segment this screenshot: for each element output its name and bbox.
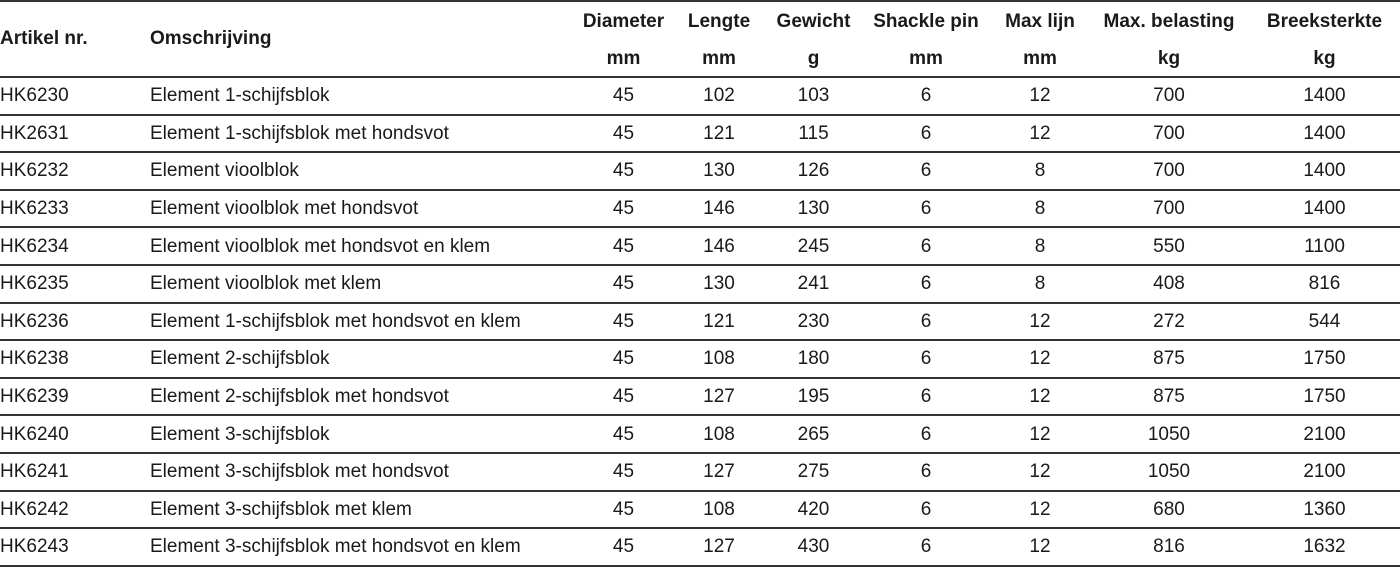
cell-omschrijving: Element 1-schijfsblok met hondsvot: [150, 115, 575, 153]
cell-shackle-pin: 6: [861, 303, 991, 341]
cell-max-belasting: 875: [1089, 378, 1249, 416]
cell-gewicht: 275: [766, 453, 861, 491]
cell-gewicht: 103: [766, 77, 861, 115]
cell-diameter: 45: [575, 415, 672, 453]
cell-max-belasting: 1050: [1089, 415, 1249, 453]
cell-omschrijving: Element vioolblok met hondsvot en klem: [150, 227, 575, 265]
cell-max-lijn: 12: [991, 528, 1089, 566]
cell-gewicht: 115: [766, 115, 861, 153]
cell-max-lijn: 12: [991, 77, 1089, 115]
cell-breeksterkte: 1400: [1249, 152, 1400, 190]
unit-max-belasting: kg: [1089, 42, 1249, 77]
header-shackle-pin: Shackle pin: [861, 1, 991, 42]
cell-max-lijn: 8: [991, 152, 1089, 190]
cell-lengte: 127: [672, 528, 766, 566]
cell-max-lijn: 8: [991, 190, 1089, 228]
cell-max-belasting: 408: [1089, 265, 1249, 303]
header-max-lijn: Max lijn: [991, 1, 1089, 42]
unit-diameter: mm: [575, 42, 672, 77]
cell-shackle-pin: 6: [861, 528, 991, 566]
cell-breeksterkte: 816: [1249, 265, 1400, 303]
cell-diameter: 45: [575, 303, 672, 341]
cell-omschrijving: Element 3-schijfsblok met hondsvot en klem: [150, 528, 575, 566]
header-gewicht: Gewicht: [766, 1, 861, 42]
table-row: [0, 115, 1400, 153]
cell-gewicht: 130: [766, 190, 861, 228]
cell-max-lijn: 12: [991, 491, 1089, 529]
table-row: [0, 491, 1400, 529]
cell-diameter: 45: [575, 265, 672, 303]
cell-max-belasting: 875: [1089, 340, 1249, 378]
cell-max-lijn: 12: [991, 303, 1089, 341]
cell-shackle-pin: 6: [861, 491, 991, 529]
cell-omschrijving: Element 1-schijfsblok met hondsvot en klem: [150, 303, 575, 341]
table-row: [0, 152, 1400, 190]
cell-diameter: 45: [575, 77, 672, 115]
cell-shackle-pin: 6: [861, 190, 991, 228]
table-row: [0, 340, 1400, 378]
table-row: [0, 190, 1400, 228]
cell-diameter: 45: [575, 115, 672, 153]
table-row: [0, 265, 1400, 303]
cell-diameter: 45: [575, 378, 672, 416]
cell-omschrijving: Element 3-schijfsblok met hondsvot: [150, 453, 575, 491]
cell-breeksterkte: 1100: [1249, 227, 1400, 265]
cell-artikel: HK6241: [0, 453, 150, 491]
table-row: [0, 415, 1400, 453]
cell-gewicht: 241: [766, 265, 861, 303]
cell-max-lijn: 12: [991, 115, 1089, 153]
cell-max-belasting: 680: [1089, 491, 1249, 529]
cell-lengte: 121: [672, 115, 766, 153]
cell-lengte: 127: [672, 378, 766, 416]
cell-shackle-pin: 6: [861, 340, 991, 378]
cell-breeksterkte: 544: [1249, 303, 1400, 341]
cell-diameter: 45: [575, 453, 672, 491]
cell-omschrijving: Element 3-schijfsblok: [150, 415, 575, 453]
table-row: [0, 303, 1400, 341]
header-row: [0, 1, 1400, 42]
cell-max-lijn: 8: [991, 265, 1089, 303]
cell-max-belasting: 700: [1089, 190, 1249, 228]
cell-artikel: HK6242: [0, 491, 150, 529]
cell-shackle-pin: 6: [861, 77, 991, 115]
cell-max-belasting: 700: [1089, 115, 1249, 153]
cell-breeksterkte: 1400: [1249, 190, 1400, 228]
cell-max-belasting: 272: [1089, 303, 1249, 341]
cell-shackle-pin: 6: [861, 415, 991, 453]
cell-breeksterkte: 1360: [1249, 491, 1400, 529]
cell-gewicht: 430: [766, 528, 861, 566]
cell-shackle-pin: 6: [861, 378, 991, 416]
cell-omschrijving: Element 2-schijfsblok met hondsvot: [150, 378, 575, 416]
cell-lengte: 102: [672, 77, 766, 115]
cell-max-lijn: 12: [991, 378, 1089, 416]
unit-gewicht: g: [766, 42, 861, 77]
cell-max-belasting: 1050: [1089, 453, 1249, 491]
unit-max-lijn: mm: [991, 42, 1089, 77]
cell-breeksterkte: 2100: [1249, 415, 1400, 453]
cell-shackle-pin: 6: [861, 265, 991, 303]
cell-omschrijving: Element 1-schijfsblok: [150, 77, 575, 115]
cell-lengte: 130: [672, 265, 766, 303]
cell-diameter: 45: [575, 491, 672, 529]
cell-lengte: 130: [672, 152, 766, 190]
table-row: [0, 453, 1400, 491]
cell-lengte: 108: [672, 340, 766, 378]
cell-gewicht: 245: [766, 227, 861, 265]
cell-max-belasting: 700: [1089, 152, 1249, 190]
cell-artikel: HK2631: [0, 115, 150, 153]
cell-breeksterkte: 1750: [1249, 378, 1400, 416]
cell-diameter: 45: [575, 152, 672, 190]
cell-gewicht: 230: [766, 303, 861, 341]
cell-gewicht: 195: [766, 378, 861, 416]
table-row: [0, 378, 1400, 416]
cell-artikel: HK6230: [0, 77, 150, 115]
cell-artikel: HK6234: [0, 227, 150, 265]
cell-max-belasting: 700: [1089, 77, 1249, 115]
cell-lengte: 121: [672, 303, 766, 341]
cell-max-lijn: 12: [991, 415, 1089, 453]
table-body: [0, 77, 1400, 566]
header-lengte: Lengte: [672, 1, 766, 42]
cell-diameter: 45: [575, 528, 672, 566]
header-breeksterkte: Breeksterkte: [1249, 1, 1400, 42]
cell-max-lijn: 8: [991, 227, 1089, 265]
cell-breeksterkte: 1750: [1249, 340, 1400, 378]
cell-gewicht: 265: [766, 415, 861, 453]
cell-gewicht: 180: [766, 340, 861, 378]
cell-breeksterkte: 1400: [1249, 77, 1400, 115]
cell-breeksterkte: 1400: [1249, 115, 1400, 153]
cell-max-belasting: 816: [1089, 528, 1249, 566]
cell-shackle-pin: 6: [861, 227, 991, 265]
unit-shackle-pin: mm: [861, 42, 991, 77]
cell-lengte: 108: [672, 491, 766, 529]
header-max-belasting: Max. belasting: [1089, 1, 1249, 42]
cell-omschrijving: Element vioolblok met klem: [150, 265, 575, 303]
cell-omschrijving: Element vioolblok met hondsvot: [150, 190, 575, 228]
cell-shackle-pin: 6: [861, 115, 991, 153]
cell-lengte: 108: [672, 415, 766, 453]
cell-breeksterkte: 2100: [1249, 453, 1400, 491]
cell-artikel: HK6243: [0, 528, 150, 566]
cell-gewicht: 420: [766, 491, 861, 529]
cell-shackle-pin: 6: [861, 453, 991, 491]
cell-lengte: 127: [672, 453, 766, 491]
cell-gewicht: 126: [766, 152, 861, 190]
cell-artikel: HK6233: [0, 190, 150, 228]
table-header: [0, 1, 1400, 77]
cell-artikel: HK6236: [0, 303, 150, 341]
cell-shackle-pin: 6: [861, 152, 991, 190]
header-diameter: Diameter: [575, 1, 672, 42]
table-row: [0, 227, 1400, 265]
cell-diameter: 45: [575, 190, 672, 228]
header-omschrijving: Omschrijving: [150, 1, 575, 77]
table-row: [0, 77, 1400, 115]
cell-omschrijving: Element vioolblok: [150, 152, 575, 190]
unit-breeksterkte: kg: [1249, 42, 1400, 77]
table-row: [0, 528, 1400, 566]
cell-artikel: HK6239: [0, 378, 150, 416]
cell-max-lijn: 12: [991, 453, 1089, 491]
cell-omschrijving: Element 3-schijfsblok met klem: [150, 491, 575, 529]
cell-artikel: HK6232: [0, 152, 150, 190]
cell-artikel: HK6240: [0, 415, 150, 453]
cell-breeksterkte: 1632: [1249, 528, 1400, 566]
cell-lengte: 146: [672, 190, 766, 228]
cell-omschrijving: Element 2-schijfsblok: [150, 340, 575, 378]
cell-artikel: HK6238: [0, 340, 150, 378]
cell-artikel: HK6235: [0, 265, 150, 303]
cell-diameter: 45: [575, 340, 672, 378]
unit-lengte: mm: [672, 42, 766, 77]
cell-diameter: 45: [575, 227, 672, 265]
cell-lengte: 146: [672, 227, 766, 265]
header-artikel: Artikel nr.: [0, 1, 150, 77]
cell-max-belasting: 550: [1089, 227, 1249, 265]
cell-max-lijn: 12: [991, 340, 1089, 378]
